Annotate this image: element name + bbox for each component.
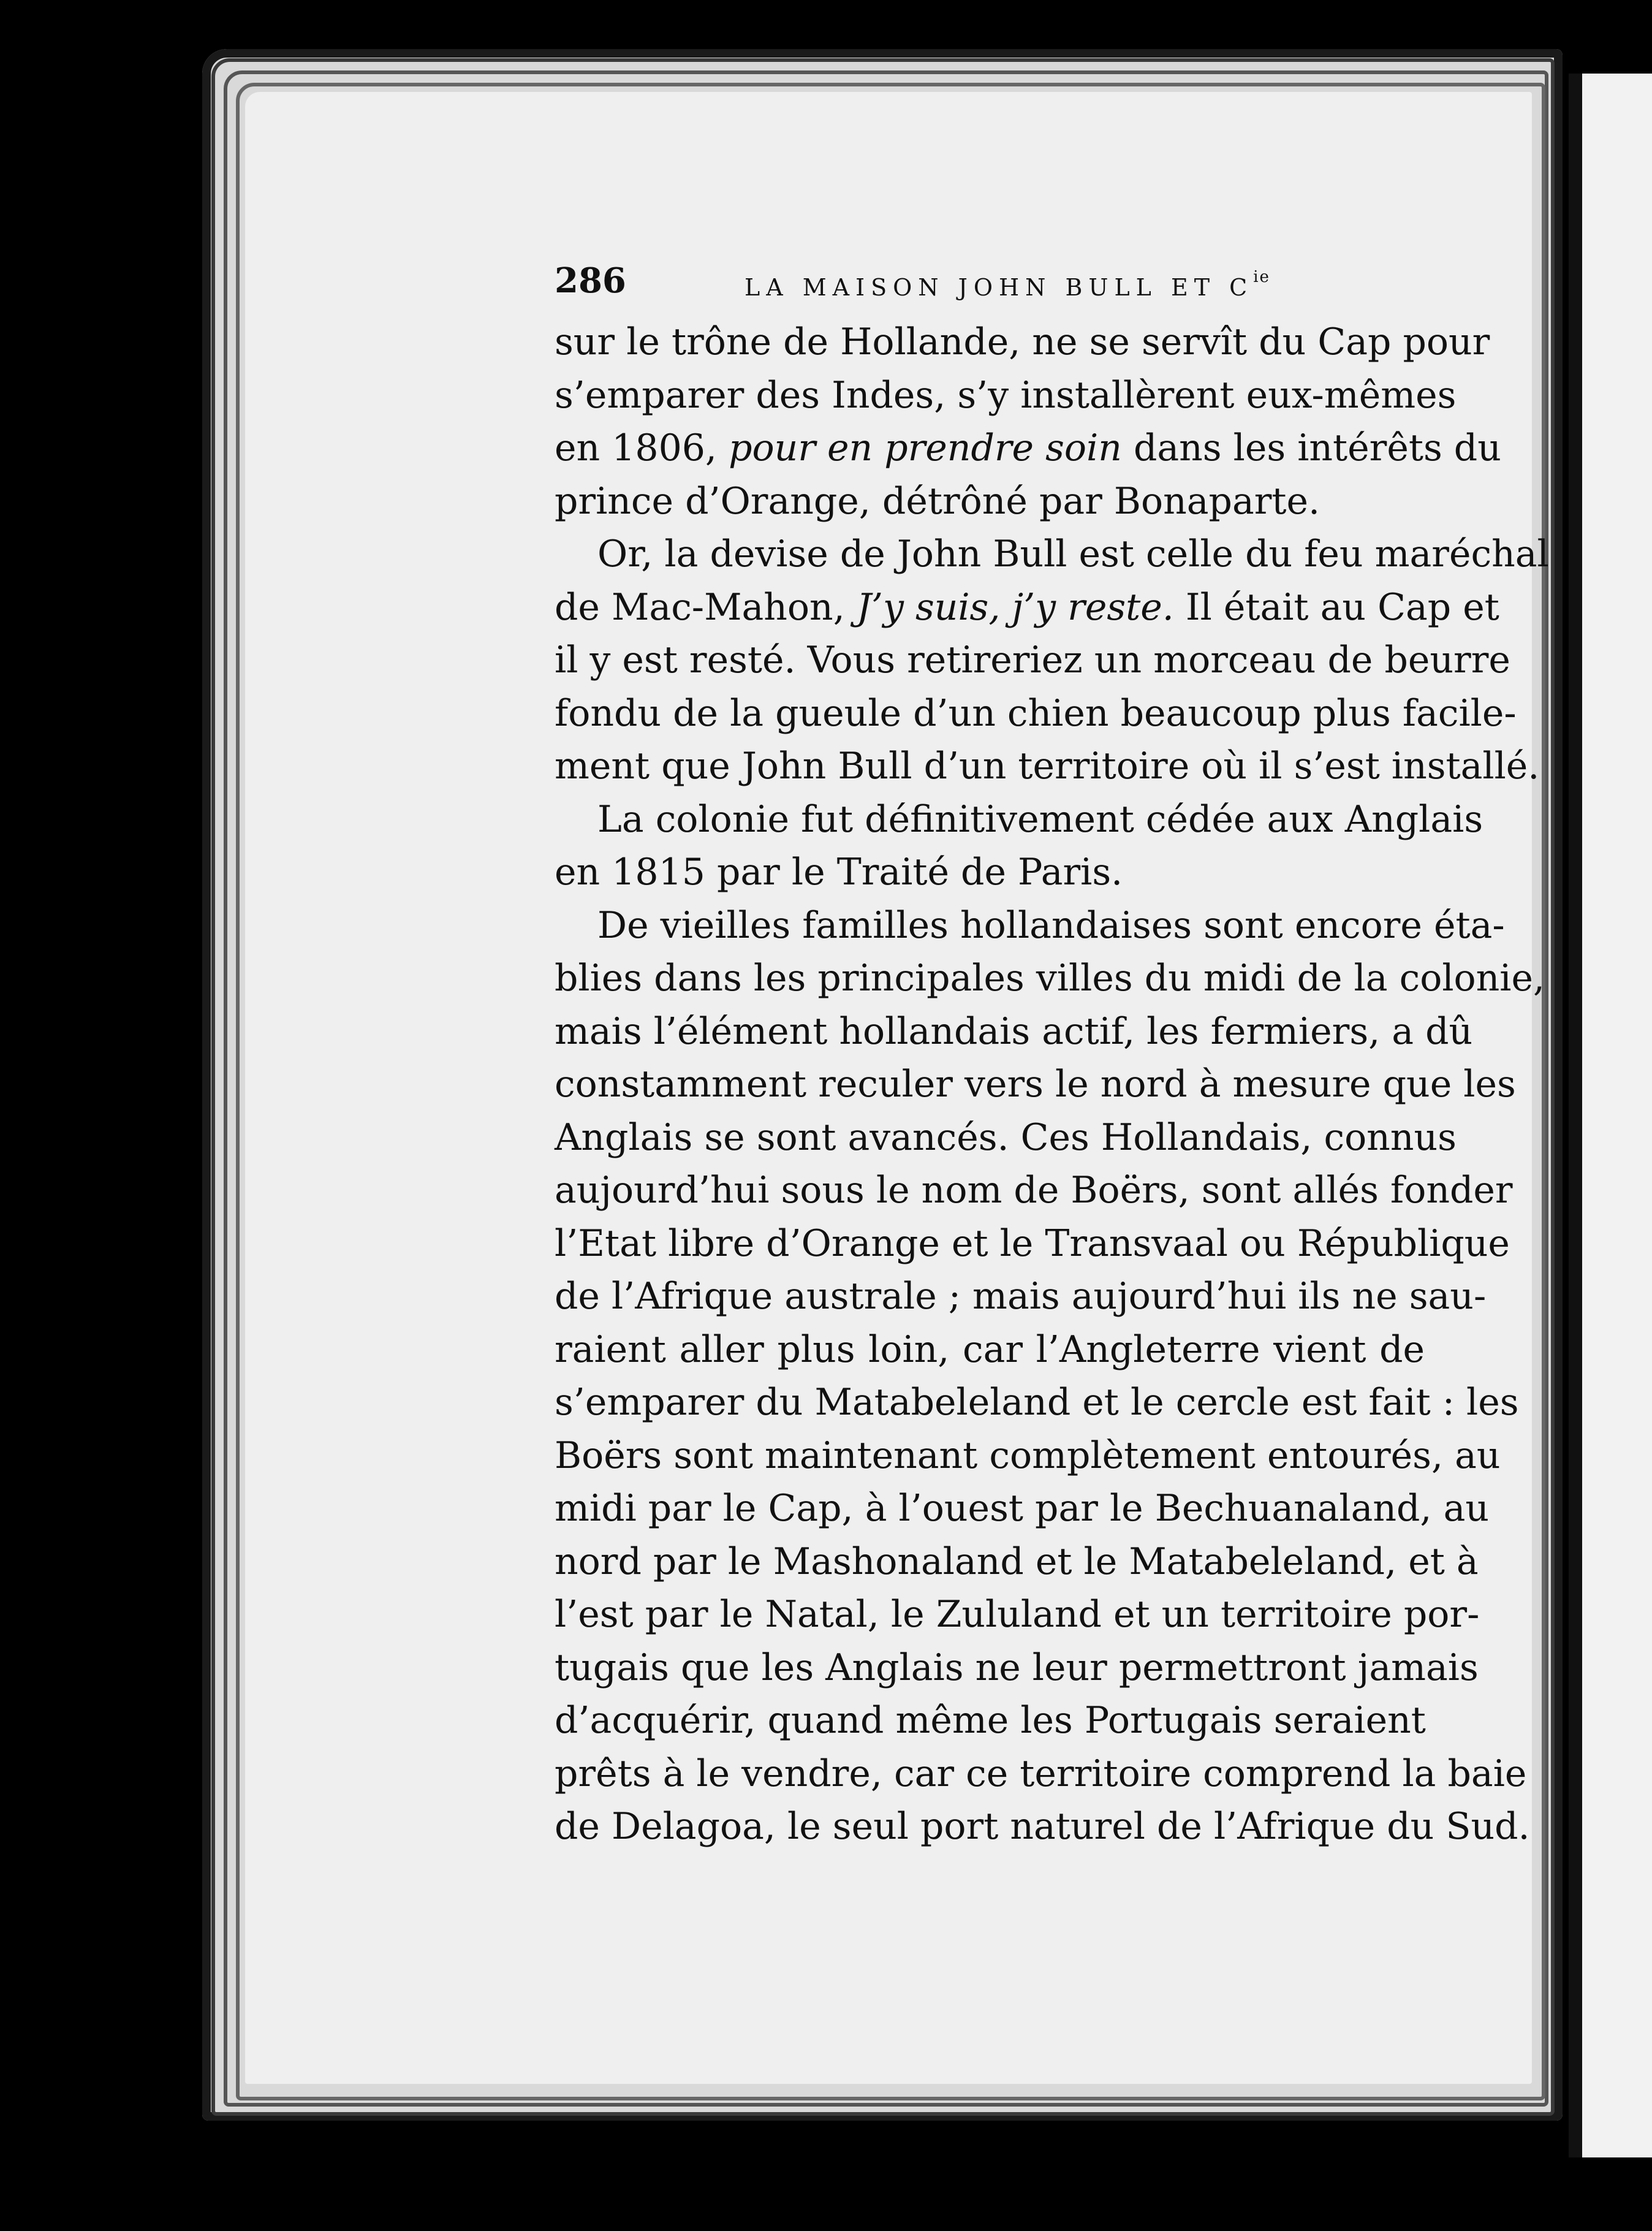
text-line: l’est par le Natal, le Zululand et un territoire por- xyxy=(555,1593,1480,1636)
text-line xyxy=(555,581,1499,634)
text-line: ment que John Bull d’un territoire où il s’est installé. xyxy=(555,745,1540,788)
text-line: sur le trône de Hollande, ne se servît du Cap pour xyxy=(555,321,1490,363)
text-line: constamment reculer vers le nord à mesure que les xyxy=(555,1063,1516,1106)
text-line: d’acquérir, quand même les Portugais seraient xyxy=(555,1699,1426,1742)
text-line: de l’Afrique australe ; mais aujourd’hui ils ne sau- xyxy=(555,1275,1487,1318)
text-line: prince d’Orange, détrôné par Bonaparte. xyxy=(555,479,1320,523)
text-segment: dans les intérêts du xyxy=(1121,427,1501,469)
text-line: il y est resté. Vous retireriez un morceau de beurre xyxy=(555,639,1510,682)
running-title-text: LA MAISON JOHN BULL ET C xyxy=(745,274,1254,301)
text-line: s’emparer des Indes, s’y installèrent eux-mêmes xyxy=(555,373,1457,417)
text-line: de Delagoa, le seul port naturel de l’Afrique du Sud. xyxy=(555,1805,1530,1848)
text-line: Boërs sont maintenant complètement entourés, au xyxy=(555,1434,1501,1477)
text-line: La colonie fut définitivement cédée aux Anglais xyxy=(597,797,1483,841)
text-line: raient aller plus loin, car l’Angleterre vient de xyxy=(555,1328,1425,1371)
text-segment: Il était au Cap et xyxy=(1173,585,1499,629)
text-line: tugais que les Anglais ne leur permettront jamais xyxy=(555,1646,1479,1689)
text-line: en 1815 par le Traité de Paris. xyxy=(555,851,1123,894)
italic-text: pour en prendre soin xyxy=(729,427,1122,469)
text-line xyxy=(555,422,1501,475)
text-line: Or, la devise de John Bull est celle du feu maréchal xyxy=(597,533,1549,576)
text-line: midi par le Cap, à l’ouest par le Bechuanaland, au xyxy=(555,1487,1489,1530)
running-title-superscript: ie xyxy=(1253,268,1270,286)
text-line: nord par le Mashonaland et le Matabeleland, et à xyxy=(555,1540,1479,1583)
text-line: prêts à le vendre, car ce territoire comprend la baie xyxy=(555,1752,1527,1795)
page-header xyxy=(555,260,1290,310)
running-title xyxy=(745,268,1270,301)
page-number: 286 xyxy=(555,260,626,301)
text-line: Anglais se sont avancés. Ces Hollandais, connus xyxy=(555,1116,1457,1159)
italic-text: J’y suis, j’y reste. xyxy=(856,585,1174,629)
text-segment: de Mac-Mahon, xyxy=(555,585,857,629)
text-line: blies dans les principales villes du midi de la colonie, xyxy=(555,957,1545,1000)
text-segment: en 1806, xyxy=(555,427,729,469)
text-line: mais l’élément hollandais actif, les fermiers, a dû xyxy=(555,1009,1473,1053)
text-line: l’Etat libre d’Orange et le Transvaal ou République xyxy=(555,1222,1510,1265)
text-line: fondu de la gueule d’un chien beaucoup plus facile- xyxy=(555,691,1517,735)
text-line: De vieilles familles hollandaises sont encore éta- xyxy=(597,903,1505,947)
body-text xyxy=(555,316,1549,1853)
facing-page-edge xyxy=(1569,74,1652,2157)
text-line: aujourd’hui sous le nom de Boërs, sont allés fonder xyxy=(555,1169,1513,1212)
text-line: s’emparer du Matabeleland et le cercle est fait : les xyxy=(555,1381,1519,1424)
